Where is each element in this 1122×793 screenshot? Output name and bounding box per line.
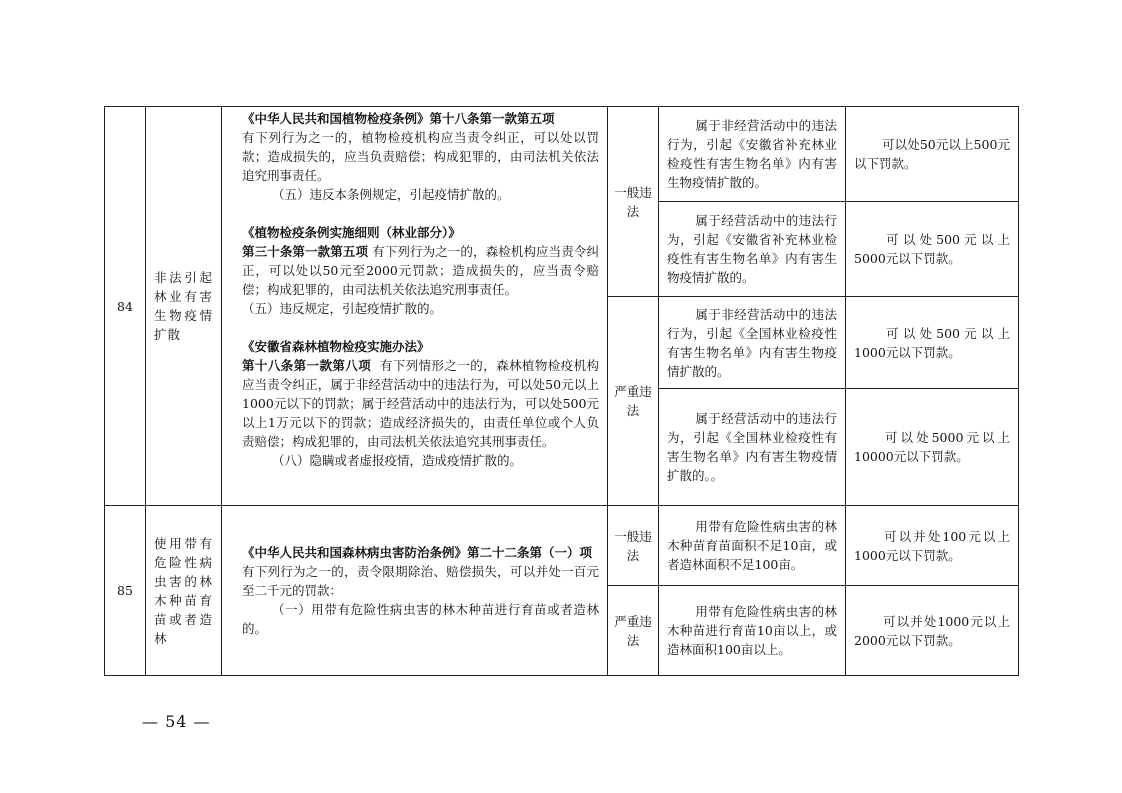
- law-text: 有下列行为之一的，责令限期除治、赔偿损失，可以并处一百元至二千元的罚款：: [242, 564, 599, 598]
- law-title: 《植物检疫条例实施细则（林业部分）》: [242, 225, 461, 240]
- violation-category: 严重违法: [608, 297, 659, 506]
- violation-category: 一般违法: [608, 506, 659, 586]
- law-title: 《安徽省森林植物检疫实施办法》: [242, 339, 430, 354]
- law-item: （八）隐瞒或者虚报疫情，造成疫情扩散的。: [272, 453, 523, 468]
- law-item: （五）违反规定，引起疫情扩散的。: [242, 301, 443, 316]
- offense-name: 使用带有危险性病虫害的林木种苗育苗或者造林: [146, 506, 222, 676]
- legal-basis: [222, 506, 608, 676]
- situation: 属于经营活动中的违法行为，引起《安徽省补充林业检疫性有害生物名单》内有害生物疫情扩散的。: [659, 202, 846, 297]
- law-item: （五）违反本条例规定，引起疫情扩散的。: [272, 187, 510, 202]
- penalty-table: [104, 106, 1019, 676]
- violation-category: 严重违法: [608, 586, 659, 676]
- law-text: 有下列情形之一的，森林植物检疫机构应当责令纠正，属于非经营活动中的违法行为，可以处50元以上1000元以下的罚款；属于经营活动中的违法行为，可以处500元以上1万元以下的罚款；造成经济损失的，由责任单位或个人负责赔偿；构成犯罪的，由司法机关依法追究其刑事责任。: [242, 358, 599, 449]
- law-item: （一）用带有危险性病虫害的林木种苗进行育苗或者造林的。: [242, 602, 599, 636]
- law-title: 《中华人民共和国植物检疫条例》第十八条第一款第五项: [242, 111, 555, 126]
- law-title: 《中华人民共和国森林病虫害防治条例》第二十二条第（一）项: [242, 545, 593, 560]
- legal-basis: [222, 107, 608, 506]
- situation: 属于经营活动中的违法行为，引起《全国林业检疫性有害生物名单》内有害生物疫情扩散的。。: [659, 389, 846, 506]
- penalty: 可以处50元以上500元以下罚款。: [846, 107, 1019, 202]
- row-number: 84: [105, 107, 146, 506]
- table-row: [105, 107, 1019, 202]
- row-number: 85: [105, 506, 146, 676]
- law-subtitle: 第十八条第一款第八项: [242, 358, 372, 373]
- situation: 属于非经营活动中的违法行为，引起《安徽省补充林业检疫性有害生物名单》内有害生物疫情扩散的。: [659, 107, 846, 202]
- law-text: 有下列行为之一的，森检机构应当责令纠正，可以处以50元至2000元罚款；造成损失的，应当责令赔偿；构成犯罪的，由司法机关依法追究刑事责任。: [242, 244, 599, 297]
- penalty: 可以处5000元以上10000元以下罚款。: [846, 389, 1019, 506]
- table-row: [105, 506, 1019, 586]
- situation: 属于非经营活动中的违法行为，引起《全国林业检疫性有害生物名单》内有害生物疫情扩散的。: [659, 297, 846, 389]
- penalty: 可以并处1000元以上2000元以下罚款。: [846, 586, 1019, 676]
- law-text: 有下列行为之一的，植物检疫机构应当责令纠正，可以处以罚款；造成损失的，应当负责赔偿；构成犯罪的，由司法机关依法追究刑事责任。: [242, 130, 599, 183]
- page-number: — 54 —: [142, 712, 211, 731]
- penalty: 可以处500元以上1000元以下罚款。: [846, 297, 1019, 389]
- penalty: 可以处500元以上5000元以下罚款。: [846, 202, 1019, 297]
- situation: 用带有危险性病虫害的林木种苗进行育苗10亩以上，或造林面积100亩以上。: [659, 586, 846, 676]
- violation-category: 一般违法: [608, 107, 659, 297]
- law-subtitle: 第三十条第一款第五项: [242, 244, 369, 259]
- offense-name: 非法引起林业有害生物疫情扩散: [146, 107, 222, 506]
- situation: 用带有危险性病虫害的林木种苗育苗面积不足10亩，或者造林面积不足100亩。: [659, 506, 846, 586]
- penalty: 可以并处100元以上1000元以下罚款。: [846, 506, 1019, 586]
